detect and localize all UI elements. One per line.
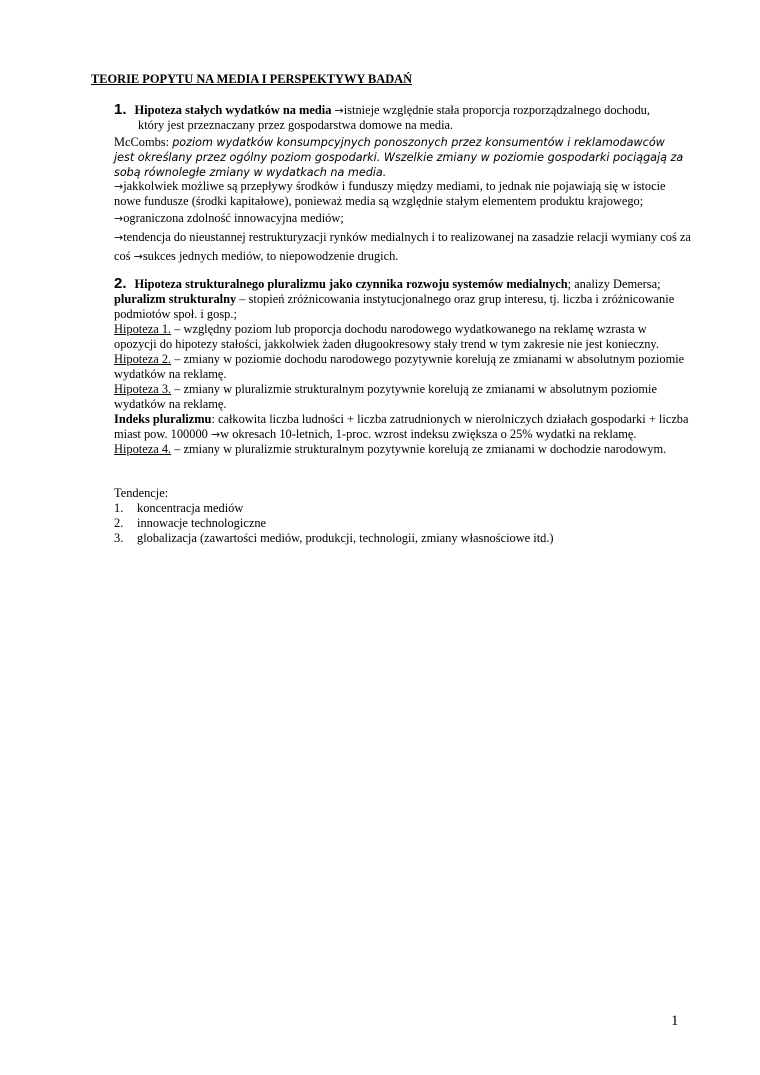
hypothesis-4-text: – zmiany w pluralizmie strukturalnym pozytywnie korelują ze zmianami w dochodzie narodowym.: [171, 442, 667, 456]
section-2: [114, 276, 689, 457]
hypothesis-1: [114, 322, 689, 352]
arrow-icon: →: [334, 104, 344, 117]
pluralism-definition: [114, 292, 689, 322]
section-1-heading-line: [114, 102, 694, 118]
tendencies-label: Tendencje:: [114, 486, 169, 500]
hypothesis-2-text: – zmiany w poziomie dochodu narodowego pozytywnie korelują ze zmianami w absolutnym poziomie wydatków na reklamę.: [114, 352, 685, 381]
list-item-text: globalizacja (zawartości mediów, produkcji, technologii, zmiany własnościowe itd.): [137, 531, 554, 545]
hypothesis-4-label: Hipoteza 4.: [114, 442, 172, 456]
arrow-icon: →: [133, 250, 143, 263]
page-number: 1: [671, 1013, 679, 1029]
mccombs-text: poziom wydatków konsumpcyjnych ponoszonych przez konsumentów i reklamodawców jest określany przez ogólny poziom gospodarki. Wszelkie zmiany w poziomie gospodarki pociągają za sobą równoległe zmiany w wydatkach na media.: [114, 136, 684, 179]
section-1-points: [114, 179, 694, 266]
section-2-heading: Hipoteza strukturalnego pluralizmu jako czynnika rozwoju systemów medialnych: [134, 277, 568, 291]
list-item: [114, 516, 689, 531]
section-1-heading: Hipoteza stałych wydatków na media: [134, 103, 332, 117]
arrow-icon: →: [114, 180, 124, 193]
arrow-icon: →: [114, 231, 124, 244]
point-1-text: jakkolwiek możliwe są przepływy środków i funduszy między mediami, to jednak nie pojawiają się w istocie nowe fundusze (środki kapitałowe), ponieważ media są względnie stałym elementem produktu krajowego;: [114, 179, 666, 208]
hypothesis-2: [114, 352, 689, 382]
section-1-text-a: istnieje względnie stała proporcja rozporządzalnego dochodu,: [343, 103, 650, 117]
point-3-text-b: sukces jednych mediów, to niepowodzenie drugich.: [142, 249, 399, 263]
list-item-text: innowacje technologiczne: [137, 516, 267, 530]
point-2-text: ograniczona zdolność innowacyjna mediów;: [123, 211, 344, 225]
section-1: [114, 102, 694, 133]
pluralism-index-label: Indeks pluralizmu: [114, 412, 212, 426]
mccombs-label: McCombs:: [114, 135, 170, 149]
pluralism-index: [114, 412, 689, 442]
pluralism-index-text-a: : całkowita liczba ludności + liczba zatrudnionych w nierolniczych działach gospodarki + liczba miast pow. 100000: [114, 412, 689, 441]
document-title: TEORIE POPYTU NA MEDIA I PERSPEKTYWY BADAŃ: [91, 72, 413, 86]
point-2: [114, 211, 694, 226]
list-item-text: koncentracja mediów: [137, 501, 244, 515]
section-2-heading-tail: ; analizy Demersa;: [567, 277, 661, 291]
mccombs-paragraph: [114, 135, 686, 180]
section-2-heading-line: [114, 276, 689, 292]
section-1-number: 1.: [114, 101, 127, 118]
section-1-text-b: który jest przeznaczany przez gospodarstwa domowe na media.: [138, 118, 454, 132]
hypothesis-3-text: – zmiany w pluralizmie strukturalnym pozytywnie korelują ze zmianami w absolutnym poziomie wydatków na reklamę.: [114, 382, 657, 411]
list-item-number: 2.: [114, 516, 124, 530]
hypothesis-3: [114, 382, 689, 412]
point-3: [114, 228, 694, 266]
hypothesis-3-label: Hipoteza 3.: [114, 382, 172, 396]
point-1: [114, 179, 694, 209]
arrow-icon: →: [210, 428, 221, 441]
pluralism-index-text-b: w okresach 10-letnich, 1-proc. wzrost indeksu zwiększa o 25% wydatki na reklamę.: [220, 427, 637, 441]
list-item-number: 3.: [114, 531, 124, 545]
hypothesis-2-label: Hipoteza 2.: [114, 352, 172, 366]
pluralism-text: – stopień zróżnicowania instytucjonalnego oraz grup interesu, tj. liczba i zróżnicowanie podmiotów społ. i gosp.;: [114, 292, 675, 321]
arrow-icon: →: [114, 212, 124, 225]
pluralism-label: pluralizm strukturalny: [114, 292, 237, 306]
point-3-text-a: tendencja do nieustannej restrukturyzacji rynków medialnych i to realizowanej na zasadzie relacji wymiany coś za coś: [114, 230, 691, 263]
hypothesis-1-text: – względny poziom lub proporcja dochodu narodowego wydatkowanego na reklamę wzrasta w opozycji do hipotezy stałości, jakkolwiek żaden długookresowy stały trend w tym zakresie nie jest konieczny.: [114, 322, 659, 351]
list-item: [114, 501, 689, 516]
section-2-number: 2.: [114, 275, 127, 292]
list-item-number: 1.: [114, 501, 124, 515]
hypothesis-1-label: Hipoteza 1.: [114, 322, 172, 336]
hypothesis-4: [114, 442, 689, 457]
tendencies: [114, 486, 689, 546]
list-item: [114, 531, 689, 546]
